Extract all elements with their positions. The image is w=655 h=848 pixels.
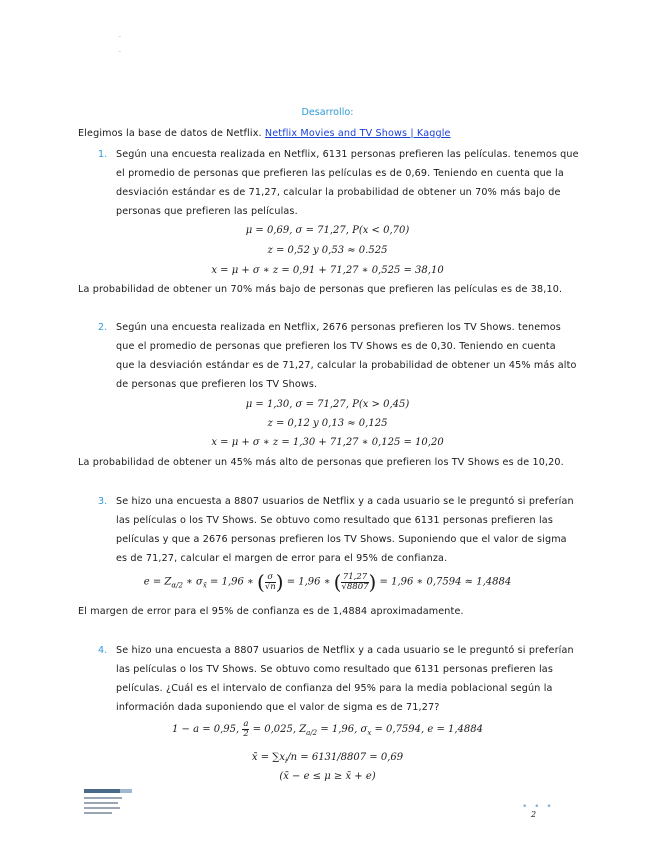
q2-equation: z = 0,12 y 0,13 ≈ 0,125	[267, 418, 388, 429]
q3-number: 3.	[98, 496, 108, 507]
q4-line: información dada suponiendo que el valor de sigma es de 71,27?	[116, 702, 440, 713]
q4-line: películas. ¿Cuál es el intervalo de confianza del 95% para la media poblacional según la	[116, 683, 553, 694]
q1-line: Según una encuesta realizada en Netflix, 6131 personas prefieren las películas. tenemos que	[116, 149, 579, 160]
q4-equation: x̄ = $\sum x_i/n = 6131/8807 = 0,69$	[251, 752, 404, 765]
q3-line: Se hizo una encuesta a 8807 usuarios de Netflix y a cada usuario se le preguntó si preferían	[116, 496, 574, 507]
section-heading: Desarrollo:	[301, 107, 354, 118]
q4-equation: 1 − a = 0,95, $\frac{a}{2}$ = 0,025, $Z_{a/2} = 1,96$, $\sigma_x = 0,7594$, e = 1,4884	[171, 719, 484, 739]
q1-line: desviación estándar es de 71,27, calcular la probabilidad de obtener un 70% más bajo de	[116, 187, 561, 198]
q1-line: el promedio de personas que prefieren las películas es de 0,69. Teniendo en cuenta que la	[116, 168, 564, 179]
header-mark: .	[119, 32, 121, 39]
q3-line: es de 71,27, calcular el margen de error para el 95% de confianza.	[116, 553, 448, 564]
q1-line: personas que prefieren las películas.	[116, 206, 298, 217]
q4-number: 4.	[98, 645, 108, 656]
intro-line	[78, 128, 451, 139]
q1-equation: z = 0,52 y 0,53 ≈ 0.525	[267, 245, 388, 256]
q1-result: La probabilidad de obtener un 70% más bajo de personas que prefieren las películas es de 38,10.	[78, 284, 563, 295]
q2-line: que el promedio de personas que prefieren los TV Shows es de 0,30. Teniendo en cuenta	[116, 341, 556, 352]
university-logo	[84, 789, 132, 817]
q1-equation: μ = 0,69, σ = 71,27, P(x < 0,70)	[245, 225, 410, 236]
header-mark: .	[119, 47, 121, 54]
q2-line: que la desviación estándar es de 71,27, calcular la probabilidad de obtener un 45% más alto	[116, 360, 577, 371]
q3-result: El margen de error para el 95% de confianza es de 1,4884 aproximadamente.	[78, 606, 464, 617]
page-number: 2	[531, 810, 537, 819]
q2-result: La probabilidad de obtener un 45% más alto de personas que prefieren los TV Shows es de 10,20.	[78, 457, 564, 468]
q2-line: de personas que prefieren los TV Shows.	[116, 379, 318, 390]
q2-number: 2.	[98, 322, 108, 333]
q4-equation: (x̄ − e ≤ μ ≥ x̄ + e)	[279, 771, 376, 782]
q3-line: películas y que a 2676 personas prefieren los TV Shows. Suponiendo que el valor de sigma	[116, 534, 567, 545]
q1-equation: x = μ + σ ∗ z = 0,91 + 71,27 ∗ 0,525 = 38,10	[211, 265, 444, 276]
kaggle-link[interactable]: Netflix Movies and TV Shows | Kaggle	[264, 128, 451, 139]
footer-dots: • • •	[522, 802, 554, 812]
q3-line: las películas o los TV Shows. Se obtuvo como resultado que 6131 personas prefieren las	[116, 515, 553, 526]
q4-line: las películas o los TV Shows. Se obtuvo como resultado que 6131 personas prefieren las	[116, 664, 553, 675]
q2-equation: μ = 1,30, σ = 71,27, P(x > 0,45)	[245, 399, 410, 410]
q1-number: 1.	[98, 149, 108, 160]
q4-line: Se hizo una encuesta a 8807 usuarios de Netflix y a cada usuario se le preguntó si preferían	[116, 645, 574, 656]
q2-line: Según una encuesta realizada en Netflix, 2676 personas prefieren los TV Shows. tenemos	[116, 322, 561, 333]
q3-equation: $e = Z_{\alpha/2}$ ∗ $\sigma_{x̄} = 1,96$ ∗ ( $\frac{\sigma}{√n}$ ) = 1,96 ∗ ( $\frac{71,27}{√8807}$ ) = 1,96 ∗ 0,7594 ≈ 1,4884	[143, 570, 512, 594]
intro-text: Elegimos la base de datos de Netflix.	[78, 128, 262, 139]
q2-equation: x = μ + σ ∗ z = 1,30 + 71,27 ∗ 0,125 = 10,20	[211, 437, 444, 448]
